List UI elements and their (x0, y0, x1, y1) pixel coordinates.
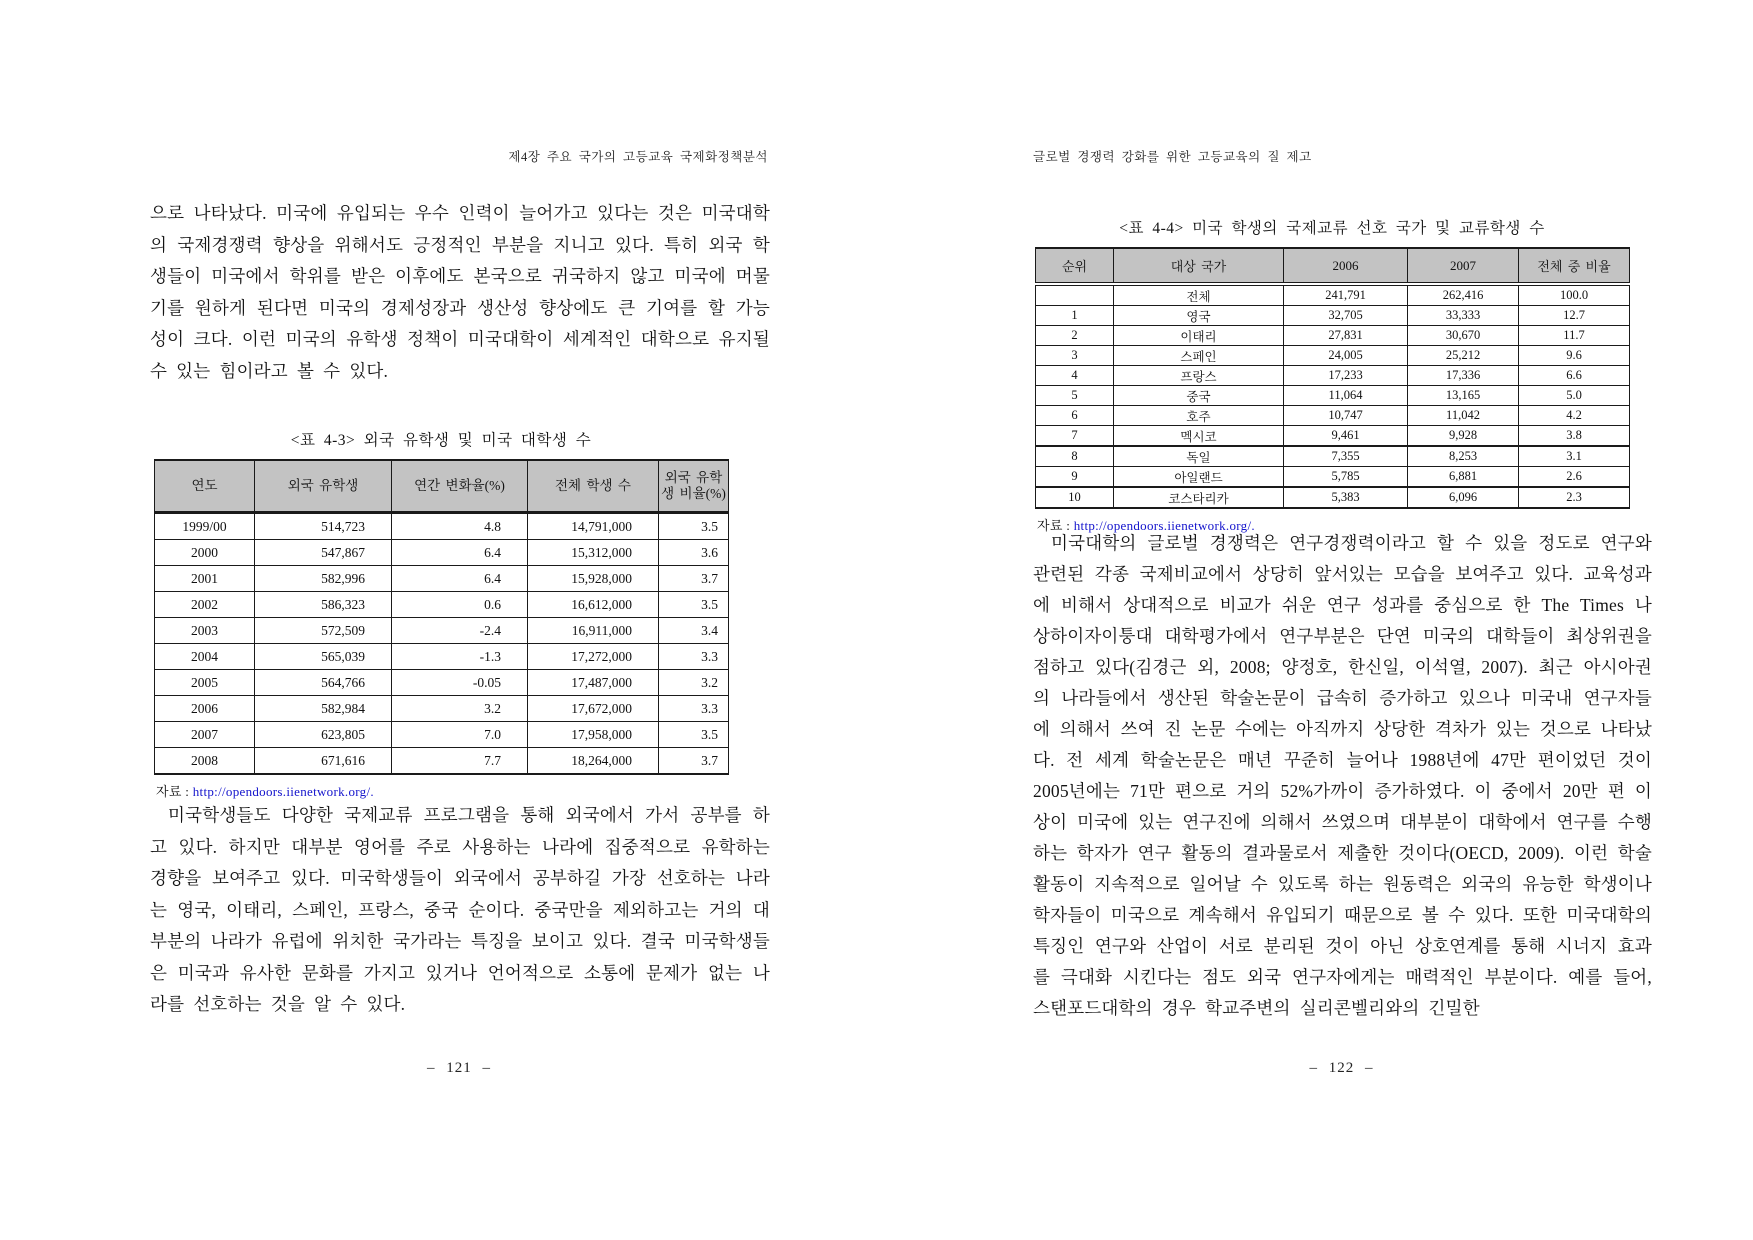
table-cell: 9,461 (1284, 426, 1408, 447)
table-cell: 중국 (1114, 386, 1284, 406)
table-cell: 2 (1036, 326, 1114, 346)
page-122 (877, 0, 1753, 1240)
table-row (155, 513, 729, 540)
table-4-4-block (1035, 216, 1629, 534)
table-cell: 16,612,000 (528, 592, 659, 618)
table-4-4 (1035, 247, 1630, 509)
table-row (155, 644, 729, 670)
table-cell: 7 (1036, 426, 1114, 447)
table-row (155, 696, 729, 722)
table-cell: 11,064 (1284, 386, 1408, 406)
column-header: 대상 국가 (1114, 248, 1284, 284)
source-label: 자료 : (156, 784, 190, 799)
column-header: 외국 유학생 비율(%) (659, 460, 729, 513)
column-header: 2006 (1284, 248, 1408, 284)
table-cell: 17,487,000 (528, 670, 659, 696)
table-cell: 1 (1036, 306, 1114, 326)
table-cell: 3.8 (1519, 426, 1630, 447)
table-cell: 10 (1036, 487, 1114, 508)
table-cell: 1999/00 (155, 513, 255, 540)
table-cell: 6,881 (1408, 467, 1519, 488)
table-cell: 33,333 (1408, 306, 1519, 326)
table-cell: 27,831 (1284, 326, 1408, 346)
table-cell: 565,039 (255, 644, 392, 670)
table-cell: 24,005 (1284, 346, 1408, 366)
page-number-left: – 121 – (427, 1060, 491, 1076)
table-row (1036, 406, 1630, 426)
table-cell: 13,165 (1408, 386, 1519, 406)
table-4-3-block (154, 428, 728, 800)
table-cell: 15,312,000 (528, 540, 659, 566)
table-4-3-title: <표 4-3> 외국 유학생 및 미국 대학생 수 (290, 432, 592, 449)
table-cell: 14,791,000 (528, 513, 659, 540)
source-label: 자료 : (1037, 518, 1071, 533)
table-cell: 4.2 (1519, 406, 1630, 426)
table-cell: 9,928 (1408, 426, 1519, 447)
table-cell: 코스타리카 (1114, 487, 1284, 508)
table-4-4-title: <표 4-4> 미국 학생의 국제교류 선호 국가 및 교류학생 수 (1119, 220, 1545, 237)
table-cell: 262,416 (1408, 284, 1519, 306)
table-cell: -0.05 (392, 670, 528, 696)
table-row (155, 670, 729, 696)
table-cell: 18,264,000 (528, 748, 659, 775)
table-cell: 32,705 (1284, 306, 1408, 326)
table-cell: 3 (1036, 346, 1114, 366)
table-cell: 5.0 (1519, 386, 1630, 406)
table-cell: 100.0 (1519, 284, 1630, 306)
table-cell: 17,958,000 (528, 722, 659, 748)
paragraph: 미국학생들도 다양한 국제교류 프로그램을 통해 외국에서 가서 공부를 하고 있다. 하지만 대부분 영어를 주로 사용하는 나라에 집중적으로 유학하는 경향을 보여주고 있다. 미국학생들이 외국에서 공부하길 가장 선호하는 나라는 영국, 이태리, 스페인, 프랑스, 중국 순이다. 중국만을 제외하고는 거의 대부분의 나라가 유럽에 위치한 국가라는 특징을 보이고 있다. 결국 미국학생들은 미국과 유사한 문화를 가지고 있거나 언어적으로 소통에 문제가 없는 나라를 선호하는 것을 알 수 있다. (150, 805, 770, 1014)
table-row (1036, 306, 1630, 326)
source-link[interactable]: http://opendoors.iienetwork.org/. (192, 784, 374, 799)
table-cell: 스페인 (1114, 346, 1284, 366)
column-header: 순위 (1036, 248, 1114, 284)
table-row (155, 722, 729, 748)
paragraph: 미국대학의 글로벌 경쟁력은 연구경쟁력이라고 할 수 있을 정도로 연구와 관련된 각종 국제비교에서 상당히 앞서있는 모습을 보여주고 있다. 교육성과에 비해서 상대적으로 비교가 쉬운 연구 성과를 중심으로 한 The Times 나 상하이자이퉁대 대학평가에서 연구부분은 단연 미국의 대학들이 최상위권을 점하고 있다(김경근 외, 2008; 양정호, 한신일, 이석열, 2007). 최근 아시아권의 나라들에서 생산된 학술논문이 급속히 증가하고 있으나 미국내 연구자들에 의해서 쓰여 진 논문 수에는 아직까지 상당한 격차가 있는 것으로 나타났다. 전 세계 학술논문은 매년 꾸준히 늘어나 1988년에 47만 편이었던 것이 2005년에는 71만 편으로 거의 52%가까이 증가하였다. 이 중에서 20만 편 이상이 미국에 있는 연구진에 의해서 쓰였으며 대부분이 대학에서 연구를 수행하는 학자가 연구 활동의 결과물로서 제출한 것이다(OECD, 2009). 이런 학술활동이 지속적으로 일어날 수 있도록 하는 원동력은 외국의 유능한 학생이나 학자들이 미국으로 계속해서 유입되기 때문으로 볼 수 있다. 또한 미국대학의 특징인 연구와 산업이 서로 분리된 것이 아닌 상호연계를 통해 시너지 효과를 극대화 시킨다는 점도 외국 연구자에게는 매력적인 부분이다. 예를 들어, 스탠포드대학의 경우 학교주변의 실리콘벨리와의 긴밀한 (1033, 533, 1652, 1018)
table-cell: 3.5 (659, 722, 729, 748)
column-header: 연간 변화율(%) (392, 460, 528, 513)
table-cell: 582,996 (255, 566, 392, 592)
table-cell: 15,928,000 (528, 566, 659, 592)
table-cell: 3.7 (659, 566, 729, 592)
table-cell: 2004 (155, 644, 255, 670)
table-cell: 30,670 (1408, 326, 1519, 346)
table-cell: 3.4 (659, 618, 729, 644)
table-cell: 2006 (155, 696, 255, 722)
table-cell: 5,785 (1284, 467, 1408, 488)
table-row (1036, 426, 1630, 447)
table-cell: 5,383 (1284, 487, 1408, 508)
table-cell: 6.6 (1519, 366, 1630, 386)
table-row (1036, 386, 1630, 406)
table-cell: 2002 (155, 592, 255, 618)
table-cell: 582,984 (255, 696, 392, 722)
table-cell: 10,747 (1284, 406, 1408, 426)
table-row (1036, 326, 1630, 346)
table-cell: 2007 (155, 722, 255, 748)
table-cell: 4 (1036, 366, 1114, 386)
table-cell: 17,233 (1284, 366, 1408, 386)
table-cell: 564,766 (255, 670, 392, 696)
table-cell: 3.3 (659, 696, 729, 722)
table-row (1036, 366, 1630, 386)
table-cell: 8 (1036, 446, 1114, 467)
table-4-3 (154, 459, 729, 775)
table-cell: 623,805 (255, 722, 392, 748)
table-cell: 3.6 (659, 540, 729, 566)
table-cell: 547,867 (255, 540, 392, 566)
column-header: 연도 (155, 460, 255, 513)
table-cell: 4.8 (392, 513, 528, 540)
table-cell: 전체 (1114, 284, 1284, 306)
table-cell: 9 (1036, 467, 1114, 488)
column-header: 전체 학생 수 (528, 460, 659, 513)
table-row (155, 566, 729, 592)
table-cell: 586,323 (255, 592, 392, 618)
source-line (154, 781, 728, 800)
table-cell: 9.6 (1519, 346, 1630, 366)
table-cell: 7,355 (1284, 446, 1408, 467)
table-cell: 영국 (1114, 306, 1284, 326)
column-header: 전체 중 비율 (1519, 248, 1630, 284)
table-cell: 572,509 (255, 618, 392, 644)
table-header-row (155, 460, 729, 513)
table-cell: 2003 (155, 618, 255, 644)
table-cell: 11.7 (1519, 326, 1630, 346)
table-cell: 16,911,000 (528, 618, 659, 644)
table-cell: 2.3 (1519, 487, 1630, 508)
table-cell: 11,042 (1408, 406, 1519, 426)
table-cell: 671,616 (255, 748, 392, 775)
table-row (1036, 346, 1630, 366)
table-cell (1036, 284, 1114, 306)
table-cell: 독일 (1114, 446, 1284, 467)
table-row (155, 592, 729, 618)
table-cell: 8,253 (1408, 446, 1519, 467)
table-cell: 241,791 (1284, 284, 1408, 306)
table-cell: 이태리 (1114, 326, 1284, 346)
table-cell: 3.5 (659, 592, 729, 618)
table-cell: 2000 (155, 540, 255, 566)
table-cell: -2.4 (392, 618, 528, 644)
table-cell: 6 (1036, 406, 1114, 426)
table-row (1036, 446, 1630, 467)
table-cell: 6,096 (1408, 487, 1519, 508)
page-number-right: – 122 – (1309, 1060, 1374, 1076)
table-row (1036, 284, 1630, 306)
table-cell: 3.7 (659, 748, 729, 775)
paragraph: 으로 나타났다. 미국에 유입되는 우수 인력이 늘어가고 있다는 것은 미국대학의 국제경쟁력 향상을 위해서도 긍정적인 부분을 지니고 있다. 특히 외국 학생들이 미국에서 학위를 받은 이후에도 본국으로 귀국하지 않고 미국에 머물기를 원하게 된다면 미국의 경제성장과 생산성 향상에도 큰 기여를 할 가능성이 크다. 이런 미국의 유학생 정책이 미국대학이 세계적인 대학으로 유지될 수 있는 힘이라고 볼 수 있다. (150, 203, 770, 381)
table-cell: 12.7 (1519, 306, 1630, 326)
table-row (1036, 487, 1630, 508)
table-cell: 2001 (155, 566, 255, 592)
table-row (155, 540, 729, 566)
table-cell: 25,212 (1408, 346, 1519, 366)
table-cell: 5 (1036, 386, 1114, 406)
column-header: 2007 (1408, 248, 1519, 284)
table-row (155, 748, 729, 775)
source-link[interactable]: http://opendoors.iienetwork.org/. (1073, 518, 1255, 533)
running-header-right: 글로벌 경쟁력 강화를 위한 고등교육의 질 제고 (1033, 150, 1312, 164)
table-cell: 6.4 (392, 566, 528, 592)
table-cell: 17,336 (1408, 366, 1519, 386)
table-cell: 6.4 (392, 540, 528, 566)
table-cell: 514,723 (255, 513, 392, 540)
table-row (155, 618, 729, 644)
table-cell: 호주 (1114, 406, 1284, 426)
table-cell: 3.1 (1519, 446, 1630, 467)
table-cell: 7.0 (392, 722, 528, 748)
table-cell: 2.6 (1519, 467, 1630, 488)
table-cell: 2008 (155, 748, 255, 775)
column-header: 외국 유학생 (255, 460, 392, 513)
table-cell: 3.5 (659, 513, 729, 540)
table-row (1036, 467, 1630, 488)
table-cell: 멕시코 (1114, 426, 1284, 447)
running-header-left: 제4장 주요 국가의 고등교육 국제화정책분석 (508, 150, 768, 164)
table-cell: 7.7 (392, 748, 528, 775)
table-cell: 프랑스 (1114, 366, 1284, 386)
table-cell: 3.2 (659, 670, 729, 696)
table-cell: 3.3 (659, 644, 729, 670)
table-cell: 3.2 (392, 696, 528, 722)
table-header-row (1036, 248, 1630, 284)
table-cell: 아일랜드 (1114, 467, 1284, 488)
page-121 (0, 0, 876, 1240)
table-cell: 17,672,000 (528, 696, 659, 722)
table-cell: 2005 (155, 670, 255, 696)
table-cell: -1.3 (392, 644, 528, 670)
table-cell: 0.6 (392, 592, 528, 618)
table-cell: 17,272,000 (528, 644, 659, 670)
